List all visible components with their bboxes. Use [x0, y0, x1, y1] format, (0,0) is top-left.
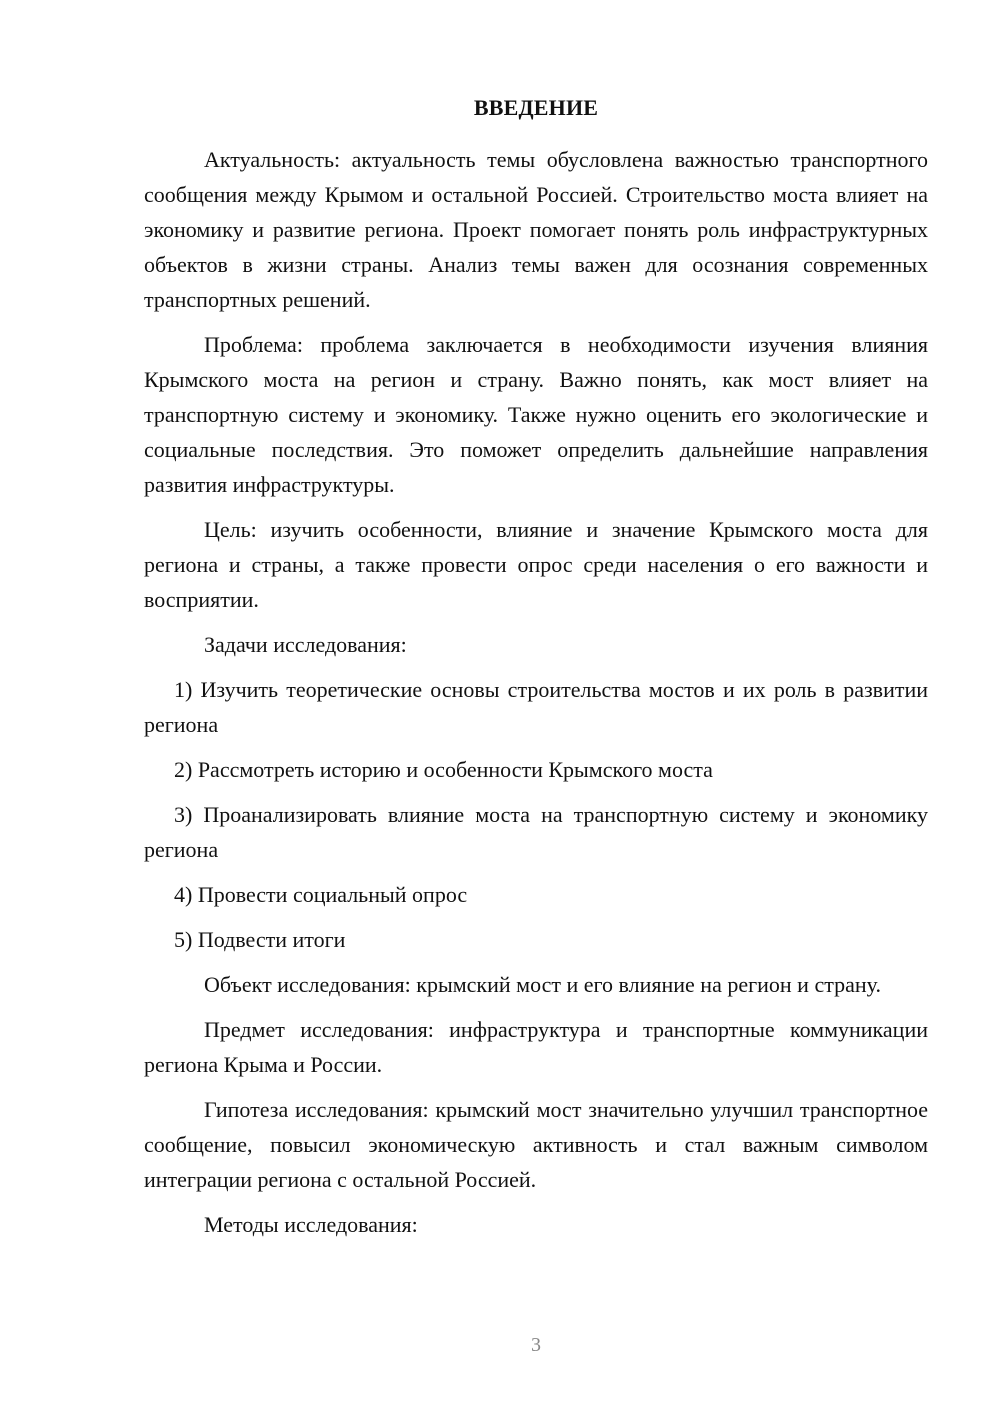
- list-item: 4) Провести социальный опрос: [174, 882, 468, 907]
- paragraph-goal: Цель: изучить особенности, влияние и значение Крымского моста для региона и страны, а также провести опрос среди населения о его важности и восприятии.: [144, 517, 928, 612]
- paragraph-tasks-heading: Задачи исследования:: [204, 632, 407, 657]
- paragraph-hypothesis: Гипотеза исследования: крымский мост значительно улучшил транспортное сообщение, повысил экономическую активность и стал важным символом интеграции региона с остальной Россией.: [144, 1097, 928, 1192]
- list-item: 3) Проанализировать влияние моста на транспортную систему и экономику региона: [144, 802, 928, 862]
- document-body: [144, 142, 928, 1252]
- paragraph-problem: Проблема: проблема заключается в необходимости изучения влияния Крымского моста на регион и страну. Важно понять, как мост влияет на транспортную систему и экономику. Также нужно оценить его экологические и социальные последствия. Это поможет определить дальнейшие направления развития инфраструктуры.: [144, 332, 928, 497]
- list-item: 5) Подвести итоги: [174, 927, 346, 952]
- list-item: 1) Изучить теоретические основы строительства мостов и их роль в развитии региона: [144, 677, 928, 737]
- paragraph-object: Объект исследования: крымский мост и его влияние на регион и страну.: [204, 972, 881, 997]
- paragraph-relevance: Актуальность: актуальность темы обусловлена важностью транспортного сообщения между Крымом и остальной Россией. Строительство моста влияет на экономику и развитие региона. Проект помогает понять роль инфраструктурных объектов в жизни страны. Анализ темы важен для осознания современных транспортных решений.: [144, 147, 928, 312]
- paragraph-methods: Методы исследования:: [204, 1212, 418, 1237]
- paragraph-subject: Предмет исследования: инфраструктура и транспортные коммуникации региона Крыма и России.: [144, 1017, 928, 1077]
- page-title: ВВЕДЕНИЕ: [473, 95, 599, 120]
- page-number: 3: [531, 1334, 541, 1356]
- list-item: 2) Рассмотреть историю и особенности Крымского моста: [174, 757, 713, 782]
